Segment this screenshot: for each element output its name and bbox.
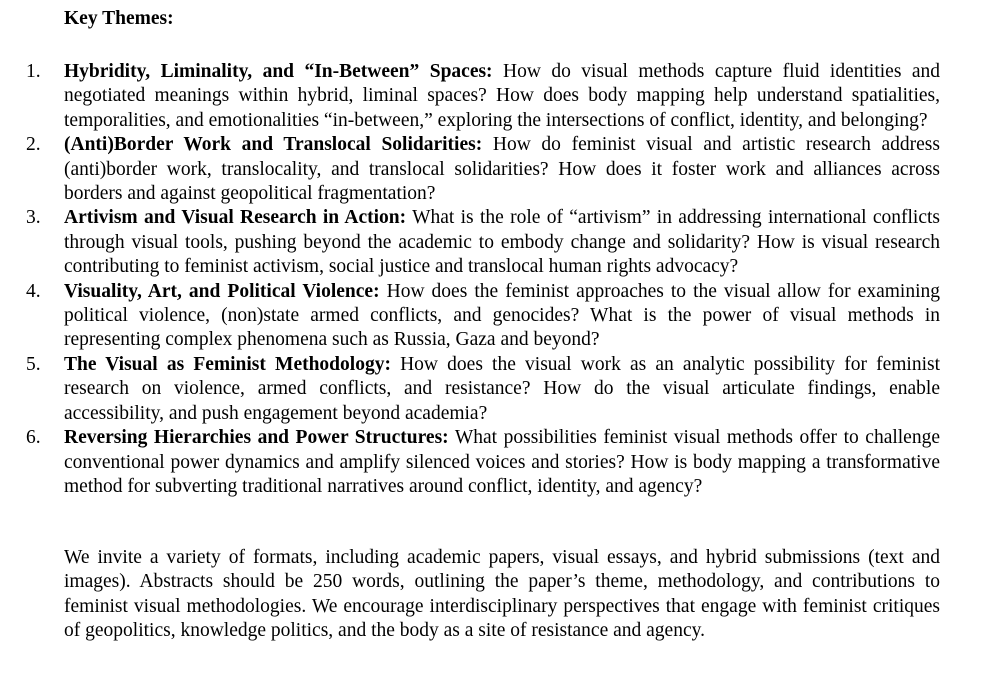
theme-item-6 [0,426,940,499]
theme-title: Hybridity, Liminality, and “In-Between” Spaces: [64,61,493,82]
theme-text: How do visual methods capture fluid identities and negotiated meanings within hybrid, liminal spaces? How does body mapping help understand spatialities, temporalities, and emotionalities “in-between,” exploring the intersections of conflict, identity, and belonging? [64,61,941,131]
themes-list [0,60,1000,499]
theme-title: Artivism and Visual Research in Action: [64,207,407,229]
theme-text: What possibilities feminist visual methods offer to challenge conventional power dynamics and amplify silenced voices and stories? How is body mapping a transformative method for subverting traditional narratives around conflict, identity, and agency? [64,427,940,497]
theme-item-3 [0,206,940,279]
theme-text: How does the feminist approaches to the visual allow for examining political violence, (non)state armed conflicts, and genocides? What is the power of visual methods in representing complex phenomena such as Russia, Gaza and beyond? [64,280,940,351]
theme-number: 4. [26,280,41,302]
theme-item-5 [0,353,940,426]
theme-number: 5. [26,353,41,375]
section-heading: Key Themes: [64,8,174,29]
theme-item-4 [0,280,940,353]
theme-text: What is the role of “artivism” in addressing international conflicts through visual tools, pushing beyond the academic to embody change and solidarity? How is visual research contributing to feminist activism, social justice and translocal human rights advocacy? [64,207,940,278]
theme-number: 1. [26,61,41,82]
theme-number: 6. [26,427,41,449]
theme-title: The Visual as Feminist Methodology: [64,353,391,375]
theme-title: Visuality, Art, and Political Violence: [64,280,380,302]
theme-number: 2. [26,134,41,156]
theme-item-2 [0,133,940,206]
theme-text: How do feminist visual and artistic research address (anti)border work, translocality, and translocal solidarities? How does it foster work and alliances across borders and against geopolitical fragmentation? [64,134,940,205]
theme-title: (Anti)Border Work and Translocal Solidarities: [64,134,483,156]
closing-paragraph: We invite a variety of formats, including academic papers, visual essays, and hybrid submissions (text and images). Abstracts should be 250 words, outlining the paper’s theme, methodology, and contributions to feminist visual methodologies. We encourage interdisciplinary perspectives that engage with feminist critiques of geopolitics, knowledge politics, and the body as a site of resistance and agency. [64,547,940,642]
theme-item-1 [0,60,940,133]
theme-number: 3. [26,207,41,229]
theme-title: Reversing Hierarchies and Power Structures: [64,427,449,449]
theme-text: How does the visual work as an analytic possibility for feminist research on violence, armed conflicts, and resistance? How do the visual articulate findings, enable accessibility, and push engagement beyond academia? [64,353,940,424]
